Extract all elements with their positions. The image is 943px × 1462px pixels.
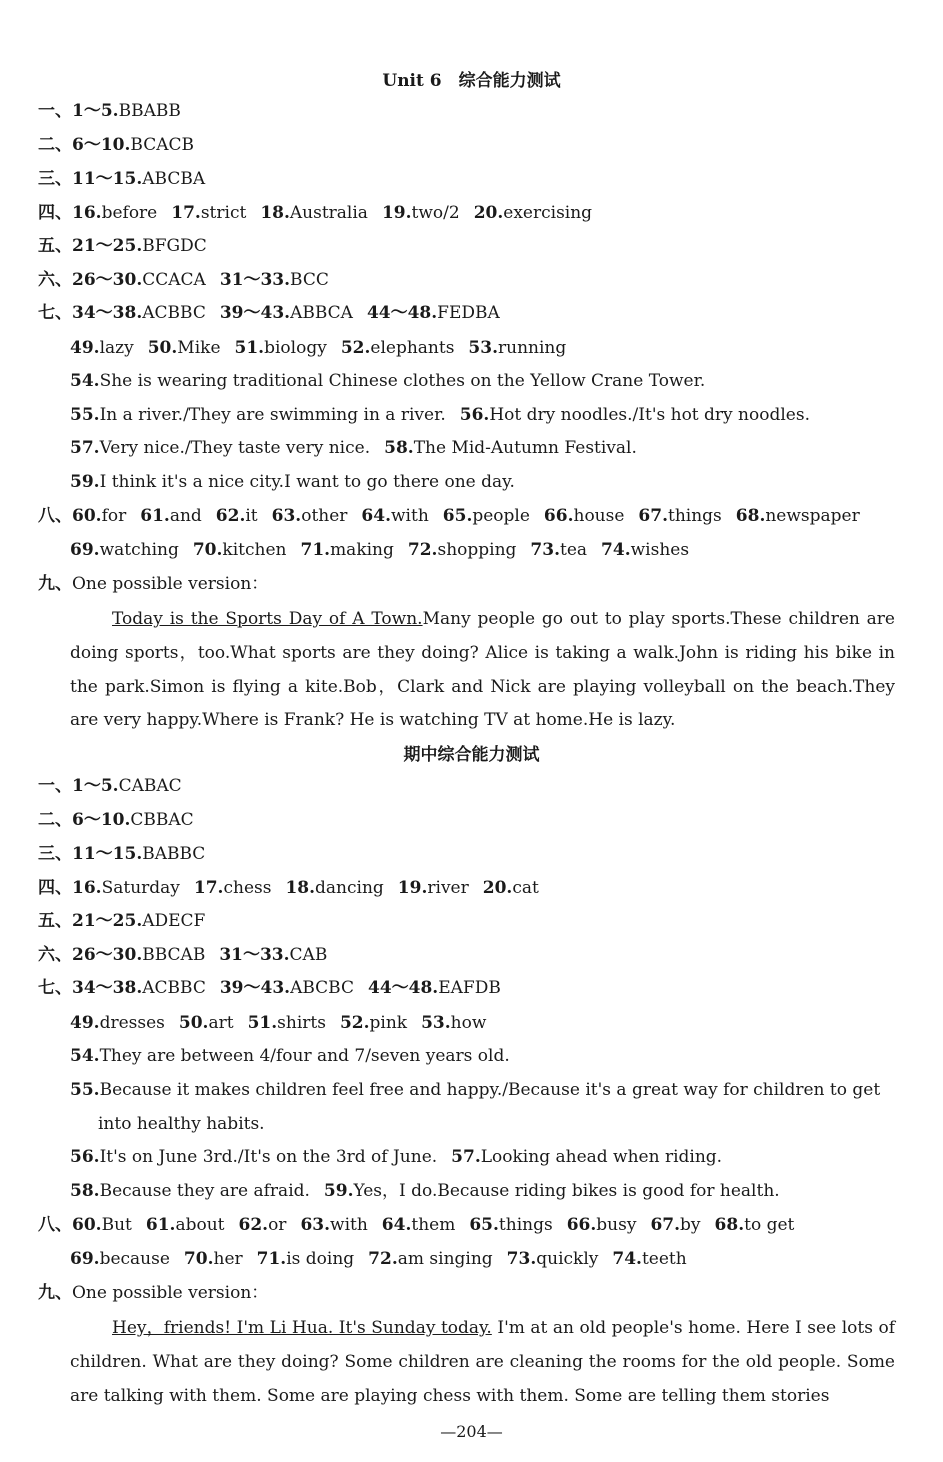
item-answer: dancing [315, 878, 384, 898]
answer-line [38, 1214, 808, 1236]
answer-item [367, 303, 500, 323]
item-number: 68. [714, 1215, 745, 1235]
answer-item [38, 810, 194, 830]
item-answer: dresses [99, 1013, 165, 1033]
item-number: 三、11～15. [38, 844, 143, 864]
item-answer: Because they are afraid. [99, 1181, 310, 1201]
answer-line [70, 1045, 524, 1067]
answer-item [238, 1215, 286, 1235]
answer-item [38, 506, 126, 526]
item-number: 六、26～30. [38, 945, 143, 965]
answer-item [530, 540, 587, 560]
item-answer: how [450, 1013, 487, 1033]
item-number: 39～43. [219, 303, 291, 323]
answer-item [70, 1013, 165, 1033]
item-answer: ADECF [142, 911, 206, 931]
answer-item [70, 405, 446, 425]
item-number: 68. [735, 506, 766, 526]
item-answer: running [498, 338, 567, 358]
item-number: 69. [70, 540, 100, 560]
item-answer: ABBCA [290, 303, 353, 323]
item-answer: things [668, 506, 722, 526]
answer-item [469, 1215, 552, 1235]
item-number: 18. [260, 203, 290, 223]
answer-item [715, 1215, 795, 1235]
item-number: 七、34～38. [38, 303, 143, 323]
answer-item [179, 1013, 234, 1033]
answer-line [70, 1079, 894, 1101]
item-answer: it [245, 506, 258, 526]
answer-item [38, 574, 268, 594]
answer-line [70, 1180, 794, 1202]
item-number: 65. [469, 1215, 499, 1235]
item-answer: She is wearing traditional Chinese clothes on the Yellow Crane Tower. [99, 371, 706, 391]
item-number: 20. [473, 203, 504, 223]
answer-line [70, 404, 824, 426]
item-answer: ABCBC [290, 978, 354, 998]
answer-item [193, 540, 287, 560]
item-answer: One possible version： [72, 574, 269, 594]
item-number: 56. [70, 1147, 100, 1167]
item-answer: CABAC [118, 776, 182, 796]
answer-item [612, 1249, 686, 1269]
answer-item [219, 945, 327, 965]
item-answer: things [498, 1215, 553, 1235]
answer-item [70, 371, 705, 391]
answer-item [235, 338, 327, 358]
answer-item [507, 1249, 599, 1269]
item-number: 四、16. [38, 878, 102, 898]
answer-line [38, 269, 343, 291]
answer-item [368, 978, 501, 998]
item-answer: them [411, 1215, 456, 1235]
answer-item [443, 506, 530, 526]
answer-item [70, 338, 134, 358]
item-number: 18. [285, 878, 316, 898]
item-answer: Saturday [101, 878, 180, 898]
answer-item [38, 1215, 132, 1235]
item-answer: wishes [630, 540, 690, 560]
item-number: 三、11～15. [38, 169, 143, 189]
item-number: 65. [442, 506, 473, 526]
item-number: 54. [70, 1046, 100, 1066]
answer-line [38, 100, 195, 122]
item-number: 31～33. [219, 270, 291, 290]
answer-item [38, 1283, 268, 1303]
answer-item [70, 438, 370, 458]
item-answer: art [208, 1013, 234, 1033]
answer-item [300, 540, 393, 560]
item-answer: is doing [286, 1249, 355, 1269]
answer-item [567, 1215, 637, 1235]
item-answer: to get [744, 1215, 795, 1235]
item-number: 52. [340, 338, 371, 358]
answer-item [601, 540, 689, 560]
item-answer: lazy [99, 338, 134, 358]
section-title: Unit 6 综合能力测试 [382, 71, 561, 91]
answer-line [70, 539, 703, 561]
answer-item [98, 1114, 265, 1134]
item-answer: But [101, 1215, 132, 1235]
item-number: 九、 [38, 1283, 72, 1303]
item-number: 二、6～10. [38, 135, 131, 155]
answer-item [70, 1080, 880, 1100]
item-answer: BFGDC [142, 236, 207, 256]
item-number: 17. [193, 878, 224, 898]
item-answer: am singing [397, 1249, 493, 1269]
answer-item [38, 135, 194, 155]
item-answer: before [101, 203, 158, 223]
item-number: 55. [70, 405, 100, 425]
item-number: 55. [70, 1080, 100, 1100]
answer-item [468, 338, 566, 358]
answer-item [460, 405, 810, 425]
answer-item [171, 203, 246, 223]
item-answer: house [573, 506, 625, 526]
item-answer: ACBBC [142, 303, 206, 323]
sample-essay [70, 603, 895, 738]
item-number: 57. [70, 438, 100, 458]
section-title: 期中综合能力测试 [403, 745, 540, 765]
item-answer: because [99, 1249, 170, 1269]
answer-item [38, 303, 206, 323]
answer-item [140, 506, 202, 526]
item-number: 20. [482, 878, 513, 898]
answer-item [384, 438, 637, 458]
item-number: 62. [238, 1215, 269, 1235]
item-number: 62. [215, 506, 246, 526]
answer-item [184, 1249, 243, 1269]
item-answer: exercising [503, 203, 593, 223]
essay-opening: Today is the Sports Day of A Town. [112, 609, 423, 629]
item-answer: It's on June 3rd./It's on the 3rd of June. [99, 1147, 438, 1167]
page-number: —204— [440, 1422, 503, 1441]
item-answer: newspaper [765, 506, 860, 526]
item-answer: BABBC [142, 844, 206, 864]
item-number: 67. [638, 506, 668, 526]
item-answer: two/2 [411, 203, 460, 223]
item-number: 七、34～38. [38, 978, 143, 998]
item-number: 八、60. [38, 1215, 102, 1235]
answer-line [38, 1282, 282, 1304]
item-answer: for [101, 506, 127, 526]
item-answer: CBBAC [130, 810, 194, 830]
item-number: 70. [192, 540, 223, 560]
answer-line [98, 1113, 279, 1135]
item-number: 64. [381, 1215, 412, 1235]
answer-line [38, 202, 606, 224]
answer-item [38, 776, 182, 796]
answer-item [38, 978, 206, 998]
answer-item [474, 203, 592, 223]
item-number: 53. [421, 1013, 451, 1033]
answer-item [70, 472, 515, 492]
item-answer: biology [264, 338, 327, 358]
item-answer: Very nice./They taste very nice. [99, 438, 371, 458]
item-number: 49. [70, 338, 100, 358]
answer-item [38, 203, 157, 223]
item-number: 70. [183, 1249, 214, 1269]
item-answer: FEDBA [437, 303, 500, 323]
answer-item [70, 1046, 510, 1066]
item-answer: Looking ahead when riding. [480, 1147, 723, 1167]
item-number: 56. [459, 405, 490, 425]
answer-line [38, 573, 282, 595]
answer-item [361, 506, 428, 526]
answer-item [38, 169, 205, 189]
item-answer: shirts [277, 1013, 326, 1033]
item-answer: Yes，I do.Because riding bikes is good for health. [353, 1181, 780, 1201]
answer-item [70, 540, 179, 560]
item-answer: busy [596, 1215, 637, 1235]
item-number: 五、21～25. [38, 911, 143, 931]
item-answer: BCC [290, 270, 329, 290]
answer-item [38, 236, 207, 256]
item-number: 74. [601, 540, 631, 560]
item-answer: elephants [370, 338, 455, 358]
item-answer: The Mid-Autumn Festival. [413, 438, 637, 458]
answer-item [148, 338, 221, 358]
item-number: 58. [384, 438, 414, 458]
item-number: 19. [381, 203, 412, 223]
item-answer: ACBBC [142, 978, 206, 998]
item-answer: ABCBA [142, 169, 206, 189]
answer-item [220, 303, 353, 323]
item-number: 71. [256, 1249, 287, 1269]
answer-line [70, 1012, 500, 1034]
item-number: 69. [70, 1249, 100, 1269]
answer-item [260, 203, 368, 223]
item-number: 51. [247, 1013, 278, 1033]
answer-line [38, 235, 221, 257]
answer-item [194, 878, 272, 898]
item-number: 九、 [38, 574, 72, 594]
answer-item [248, 1013, 326, 1033]
answer-line [38, 877, 553, 899]
essay-body: Many people go out to play sports.These children are doing sports，too.What sports are they doing? Alice is taking a walk.John is riding his bike in the park.Simon is flying a kite.Bob，Clark and Nick are playing volleyball on the beach.They are very happy.Where is Frank? He is watching TV at home.He is lazy. [70, 609, 895, 731]
answer-item [382, 1215, 456, 1235]
answer-line [70, 337, 580, 359]
item-answer: quickly [536, 1249, 599, 1269]
answer-item [382, 203, 460, 223]
answer-item [650, 1215, 700, 1235]
answer-line [38, 505, 874, 527]
answer-item [257, 1249, 355, 1269]
answer-item [70, 1147, 437, 1167]
answer-item [70, 1181, 310, 1201]
answer-line [70, 437, 651, 459]
item-number: 63. [300, 1215, 331, 1235]
item-number: 44～48. [366, 303, 438, 323]
item-number: 44～48. [367, 978, 439, 998]
item-number: 58. [70, 1181, 100, 1201]
item-number: 八、60. [38, 506, 102, 526]
answer-item [38, 945, 205, 965]
answer-item [146, 1215, 225, 1235]
answer-item [300, 1215, 367, 1235]
item-answer: chess [223, 878, 272, 898]
item-answer: teeth [641, 1249, 687, 1269]
answer-item [368, 1249, 493, 1269]
answer-line [38, 977, 515, 999]
item-number: 17. [171, 203, 201, 223]
answer-item [220, 270, 329, 290]
item-number: 50. [178, 1013, 209, 1033]
item-number: 72. [407, 540, 438, 560]
item-answer: Because it makes children feel free and happy./Because it's a great way for children to get [99, 1080, 881, 1100]
answer-line [70, 370, 719, 392]
item-number: 39～43. [219, 978, 291, 998]
answer-line [38, 910, 219, 932]
item-answer: strict [200, 203, 247, 223]
item-answer: BCACB [130, 135, 194, 155]
item-answer: They are between 4/four and 7/seven years old. [99, 1046, 510, 1066]
item-answer: shopping [437, 540, 517, 560]
item-number: 一、1～5. [38, 776, 119, 796]
item-number: 59. [323, 1181, 354, 1201]
item-number: 63. [271, 506, 302, 526]
answer-item [421, 1013, 486, 1033]
item-number: 二、6～10. [38, 810, 131, 830]
item-answer: river [427, 878, 469, 898]
essay-opening: Hey，friends! I'm Li Hua. It's Sunday today. [112, 1318, 492, 1338]
item-answer: about [175, 1215, 225, 1235]
item-number: 53. [468, 338, 498, 358]
item-answer: CAB [289, 945, 328, 965]
item-answer: or [268, 1215, 287, 1235]
item-number: 51. [234, 338, 265, 358]
answer-line [38, 168, 219, 190]
answer-line [38, 302, 514, 324]
item-answer: One possible version： [72, 1283, 269, 1303]
item-answer: by [680, 1215, 701, 1235]
answer-item [38, 911, 205, 931]
item-number: 72. [368, 1249, 398, 1269]
item-number: 71. [300, 540, 331, 560]
answer-item [220, 978, 354, 998]
item-answer: and [169, 506, 202, 526]
item-number: 49. [70, 1013, 100, 1033]
answer-item [451, 1147, 722, 1167]
answer-line [38, 944, 341, 966]
answer-line [38, 843, 219, 865]
answer-item [272, 506, 348, 526]
item-answer: her [213, 1249, 243, 1269]
item-answer: pink [369, 1013, 408, 1033]
item-answer: with [330, 1215, 368, 1235]
answer-item [638, 506, 721, 526]
essay-body: I'm at an old people's home. Here I see lots of children. What are they doing? Some children are cleaning the rooms for the old people. Some are talking with them. Some are playing chess with them. Some are telling them stories [70, 1318, 895, 1406]
item-answer: cat [512, 878, 539, 898]
item-answer: CCACA [142, 270, 206, 290]
answer-line [70, 471, 529, 493]
item-number: 64. [361, 506, 391, 526]
answer-item [341, 338, 455, 358]
item-number: 73. [530, 540, 560, 560]
answer-item [38, 844, 205, 864]
item-answer: Australia [289, 203, 368, 223]
item-number: 59. [70, 472, 100, 492]
item-answer: into healthy habits. [98, 1114, 265, 1134]
answer-line [38, 134, 208, 156]
answer-item [398, 878, 469, 898]
item-number: 50. [147, 338, 178, 358]
item-number: 五、21～25. [38, 236, 143, 256]
item-answer: BBCAB [142, 945, 206, 965]
item-answer: watching [99, 540, 179, 560]
answer-item [544, 506, 625, 526]
answer-item [38, 270, 206, 290]
item-number: 61. [140, 506, 170, 526]
item-number: 67. [650, 1215, 681, 1235]
answer-line [70, 1146, 736, 1168]
item-answer: tea [560, 540, 588, 560]
item-number: 19. [397, 878, 428, 898]
answer-item [340, 1013, 407, 1033]
item-answer: other [301, 506, 348, 526]
item-answer: with [391, 506, 429, 526]
answer-line [70, 1248, 701, 1270]
answer-item [38, 878, 180, 898]
item-answer: In a river./They are swimming in a river. [99, 405, 446, 425]
answer-item [285, 878, 383, 898]
answer-line [38, 775, 196, 797]
item-number: 31～33. [219, 945, 290, 965]
item-answer: BBABB [118, 101, 181, 121]
item-answer: EAFDB [438, 978, 501, 998]
answer-item [483, 878, 539, 898]
item-number: 57. [451, 1147, 481, 1167]
item-number: 52. [339, 1013, 370, 1033]
item-number: 73. [506, 1249, 537, 1269]
item-answer: making [330, 540, 394, 560]
answer-item [324, 1181, 780, 1201]
sample-essay [70, 1312, 895, 1413]
item-number: 四、16. [38, 203, 102, 223]
item-answer: kitchen [222, 540, 287, 560]
item-number: 66. [566, 1215, 597, 1235]
answer-item [736, 506, 860, 526]
item-answer: Mike [177, 338, 221, 358]
item-number: 61. [145, 1215, 176, 1235]
item-number: 66. [543, 506, 574, 526]
item-answer: people [472, 506, 530, 526]
item-number: 74. [612, 1249, 642, 1269]
answer-line [38, 809, 208, 831]
item-number: 54. [70, 371, 100, 391]
item-number: 六、26～30. [38, 270, 143, 290]
answer-item [408, 540, 517, 560]
item-answer: I think it's a nice city.I want to go there one day. [99, 472, 515, 492]
item-number: 一、1～5. [38, 101, 119, 121]
item-answer: Hot dry noodles./It's hot dry noodles. [489, 405, 810, 425]
answer-item [38, 101, 181, 121]
answer-item [70, 1249, 170, 1269]
answer-item [216, 506, 258, 526]
